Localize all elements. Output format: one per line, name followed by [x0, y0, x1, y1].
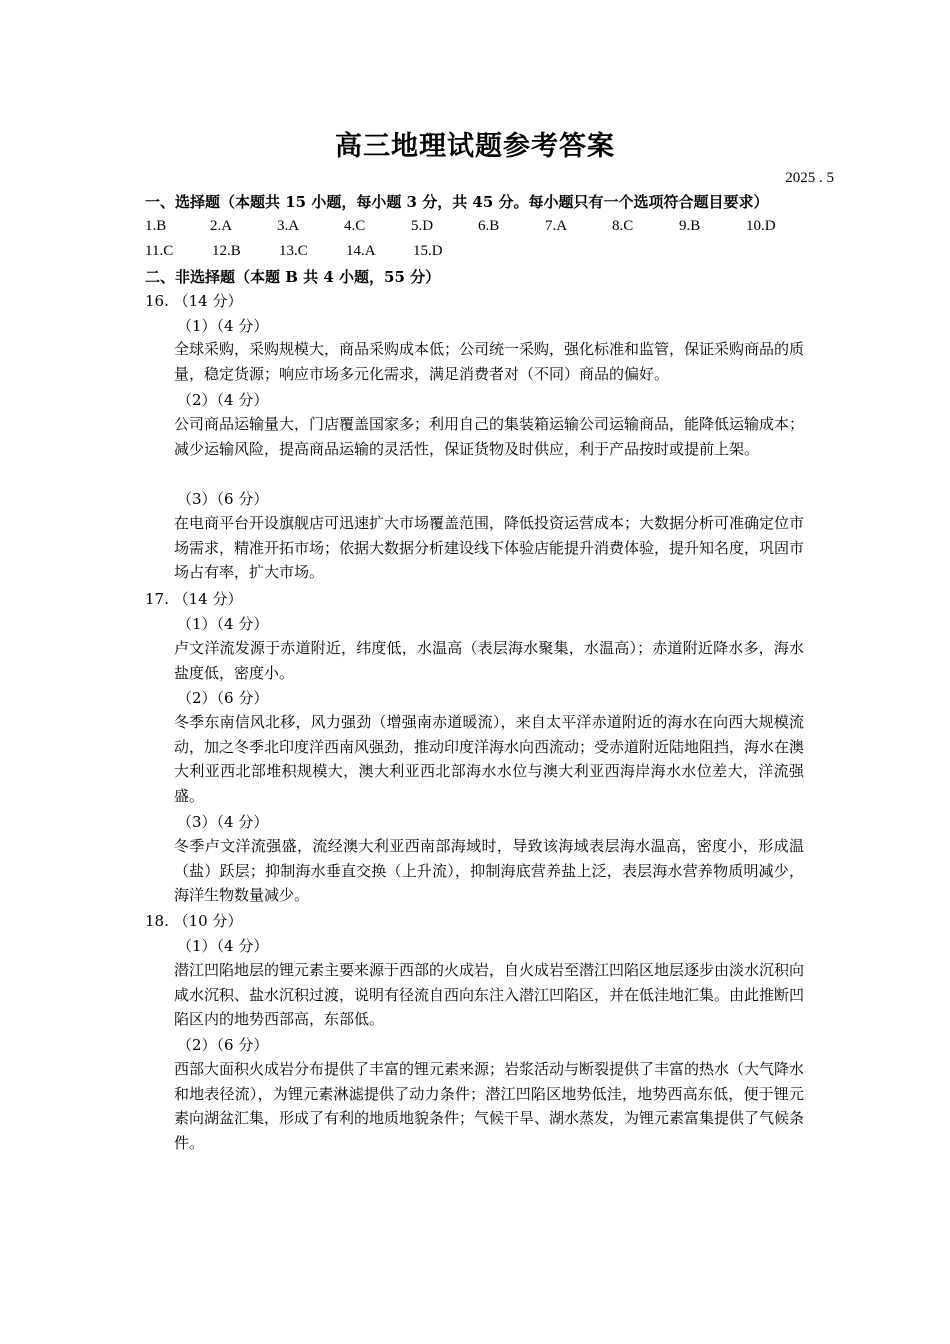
date-label: 2025 . 5	[785, 170, 834, 186]
q16-part1-label: （1）（4 分）	[177, 317, 269, 335]
answer-item: 7.A	[545, 218, 568, 234]
answer-item: 13.C	[279, 243, 308, 259]
answer-item: 11.C	[145, 243, 174, 259]
q16-part3-answer: 在电商平台开设旗舰店可迅速扩大市场覆盖范围，降低投资运营成本；大数据分析可准确定位市场需求，精准开拓市场；依据大数据分析建设线下体验店能提升消费体验，提升知名度，巩固市场占有率，扩大市场。	[174, 514, 805, 582]
q16-part2-label: （2）（4 分）	[177, 391, 269, 409]
answer-item: 9.B	[679, 218, 701, 234]
q17-part3-label: （3）（4 分）	[177, 813, 269, 831]
q17-part3-answer: 冬季卢文洋流强盛，流经澳大利亚西南部海域时，导致该海域表层海水温高，密度小，形成温（盐）跃层；抑制海水垂直交换（上升流），抑制海底营养盐上泛，表层海水营养物质明减少，海洋生物数量减少。	[174, 837, 804, 905]
answer-item: 2.A	[210, 218, 233, 234]
q18-part2-label: （2）（6 分）	[177, 1036, 269, 1054]
q16-part1-answer: 全球采购，采购规模大，商品采购成本低；公司统一采购，强化标准和监管，保证采购商品的质量，稳定货源；响应市场多元化需求，满足消费者对（不同）商品的偏好。	[174, 340, 805, 383]
q17-part1-answer: 卢文洋流发源于赤道附近，纬度低，水温高（表层海水聚集，水温高）；赤道附近降水多，海水盐度低，密度小。	[174, 639, 804, 682]
answer-item: 10.D	[746, 218, 776, 234]
answer-item: 6.B	[478, 218, 500, 234]
q17-part2-label: （2）（6 分）	[177, 689, 269, 707]
answer-item: 8.C	[612, 218, 634, 234]
q17-part1-label: （1）（4 分）	[177, 615, 269, 633]
q16-part3-label: （3）（6 分）	[177, 490, 269, 508]
q18-part1-answer: 潜江凹陷地层的锂元素主要来源于西部的火成岩，自火成岩至潜江凹陷区地层逐步由淡水沉积向咸水沉积、盐水沉积过渡，说明有径流自西向东注入潜江凹陷区，并在低洼地汇集。由此推断凹陷区内的地势西部高，东部低。	[174, 961, 805, 1029]
answer-item: 4.C	[344, 218, 366, 234]
page-title: 高三地理试题参考答案	[335, 131, 615, 162]
q16-part2-answer: 公司商品运输量大，门店覆盖国家多；利用自己的集装箱运输公司运输商品，能降低运输成本；减少运输风险，提高商品运输的灵活性，保证货物及时供应，利于产品按时或提前上架。	[174, 415, 805, 458]
answer-item: 15.D	[413, 243, 443, 259]
question-18-label: 18. （10 分）	[145, 912, 243, 930]
question-17-label: 17. （14 分）	[145, 590, 243, 608]
q18-part2-answer: 西部大面积火成岩分布提供了丰富的锂元素来源；岩浆活动与断裂提供了丰富的热水（大气降水和地表径流），为锂元素淋滤提供了动力条件；潜江凹陷区地势低洼，地势西高东低，便于锂元素向湖盆汇集，形成了有利的地质地貌条件；气候干旱、湖水蒸发，为锂元素富集提供了气候条件。	[174, 1060, 805, 1153]
q17-part2-answer: 冬季东南信风北移，风力强劲（增强南赤道暖流），来自太平洋赤道附近的海水在向西大规模流动，加之冬季北印度洋西南风强劲，推动印度洋海水向西流动；受赤道附近陆地阻挡，海水在澳大利亚西北部堆积规模大，澳大利亚西北部海水水位与澳大利亚西海岸海水水位差大，洋流强盛。	[174, 713, 805, 806]
answer-item: 1.B	[145, 218, 167, 234]
answer-item: 12.B	[212, 243, 241, 259]
question-16-label: 16. （14 分）	[145, 292, 243, 310]
section2-heading: 二、非选择题（本题 B 共 4 小题，55 分）	[145, 268, 441, 286]
section1-heading: 一、选择题（本题共 15 小题，每小题 3 分，共 45 分。每小题只有一个选项符合题目要求）	[145, 193, 769, 211]
answer-item: 3.A	[277, 218, 300, 234]
q18-part1-label: （1）（4 分）	[177, 937, 269, 955]
answer-item: 5.D	[411, 218, 434, 234]
answer-item: 14.A	[346, 243, 376, 259]
